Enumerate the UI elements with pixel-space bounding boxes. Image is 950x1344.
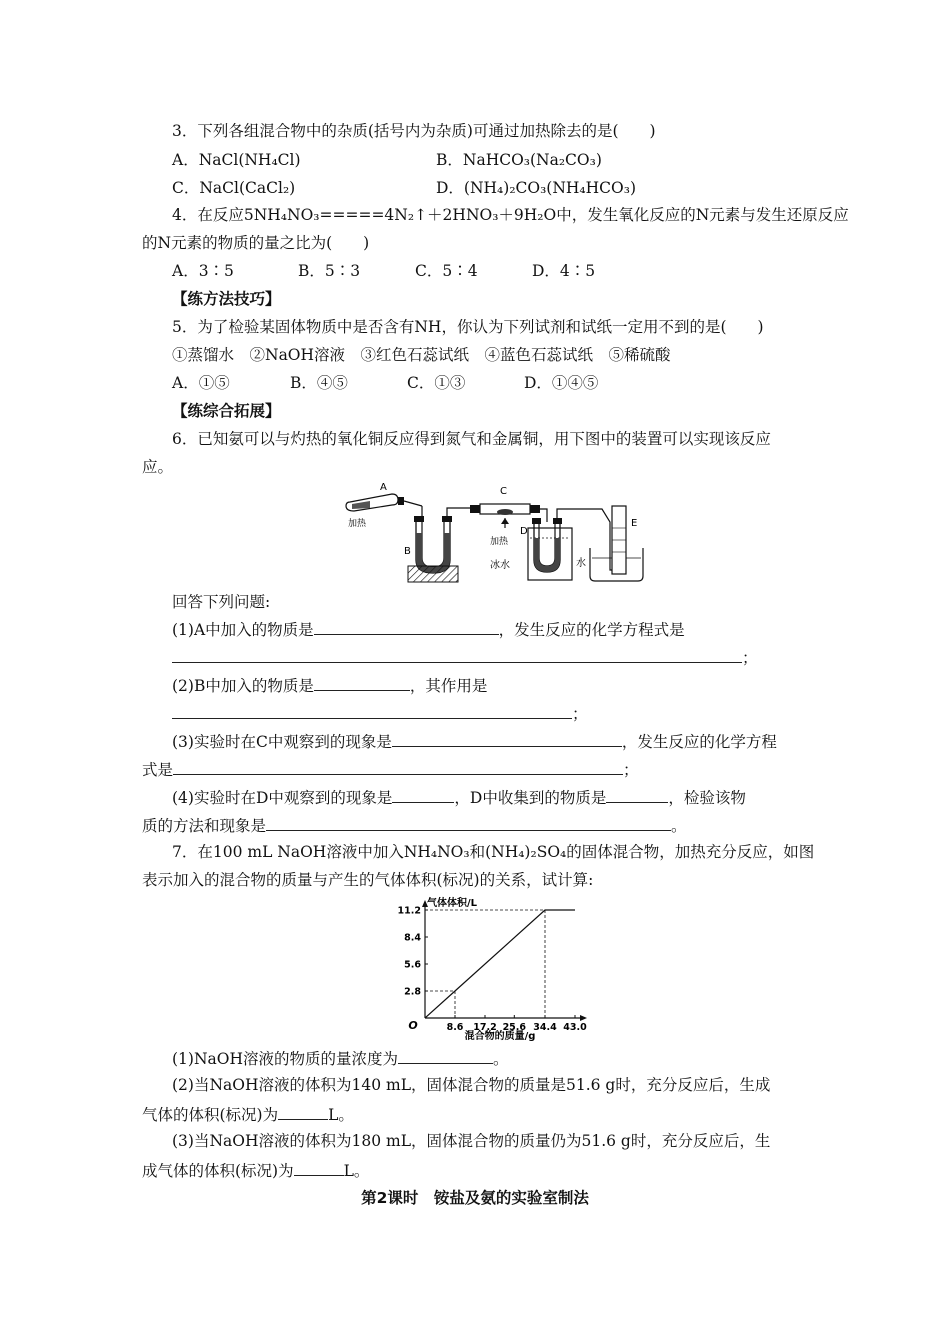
q4-stem-line2: 的N元素的物质的量之比为( ) (142, 234, 370, 252)
label-c: C (500, 486, 507, 497)
q7-stem-line2: 表示加入的混合物的质量与产生的气体体积(标况)的关系，试计算: (142, 871, 594, 889)
q6-part2-text-c: ； (572, 705, 588, 723)
q6-stem-line2: 应。 (142, 458, 174, 476)
gas-volume-chart (380, 894, 595, 1042)
series-line (425, 910, 575, 1018)
q4-option-c: C．5∶4 (415, 262, 478, 280)
q5-items: ①蒸馏水 ②NaOH溶液 ③红色石蕊试纸 ④蓝色石蕊试纸 ⑤稀硫酸 (172, 346, 671, 364)
q6-part4-text-e: 。 (671, 817, 687, 835)
q6-stem-line1: 6．已知氨可以与灼热的氧化铜反应得到氮气和金属铜，用下图中的装置可以实现该反应 (172, 430, 771, 448)
x-tick-label: 34.4 (533, 1022, 557, 1033)
q5-option-d: D．①④⑤ (524, 374, 599, 392)
q6-part3-line2 (142, 758, 639, 780)
x-axis-label: 混合物的质量/g (464, 1031, 536, 1042)
q6-part2-blank1[interactable] (314, 674, 410, 691)
x-tick-label: 43.0 (563, 1022, 587, 1033)
q7-part3-text-c: L。 (343, 1162, 370, 1180)
apparatus-figure (340, 478, 645, 586)
section-heading-method: 【练方法技巧】 (172, 289, 281, 308)
q5-option-b: B．④⑤ (290, 374, 348, 392)
q3-option-c: C．NaCl(CaCl₂) (172, 179, 296, 197)
q6-part1-line2 (172, 646, 758, 668)
ice-water-label: 冰水 (490, 560, 510, 571)
q6-part1-blank1[interactable] (314, 618, 499, 635)
q6-part4-text-d: 质的方法和现象是 (142, 817, 267, 835)
u-tube-b (404, 506, 470, 582)
q7-part3-blank[interactable] (294, 1159, 344, 1176)
y-tick-label: 11.2 (397, 905, 421, 917)
origin-label: O (408, 1019, 418, 1032)
q6-part4-text-a: (4)实验时在D中观察到的现象是 (172, 789, 393, 807)
q6-part1-blank2[interactable] (172, 646, 742, 663)
q7-part3-text-b: 成气体的体积(标况)为 (142, 1162, 294, 1180)
label-b: B (404, 546, 411, 557)
q6-part4-blank3[interactable] (266, 814, 671, 831)
q6-part3 (172, 730, 777, 752)
heat-label-1: 加热 (348, 519, 367, 529)
q6-part1 (172, 618, 685, 640)
q7-part3-line1: (3)当NaOH溶液的体积为180 mL，固体混合物的质量仍为51.6 g时，充分反应后，生 (172, 1132, 771, 1150)
q6-part3-text-c: 式是 (142, 761, 174, 779)
q7-stem-line1: 7．在100 mL NaOH溶液中加入NH₄NO₃和(NH₄)₂SO₄的固体混合物，加热充分反应，如图 (172, 843, 815, 861)
x-tick-label: 25.6 (502, 1022, 527, 1033)
lesson-title: 第2课时 铵盐及氨的实验室制法 (361, 1189, 589, 1207)
q4-option-a: A．3∶5 (172, 262, 234, 280)
q7-part2-text-b: 气体的体积(标况)为 (142, 1106, 279, 1124)
q6-part4-blank1[interactable] (392, 786, 454, 803)
q6-part4 (172, 786, 746, 808)
q6-part4-line2 (142, 814, 687, 836)
q5-stem: 5．为了检验某固体物质中是否含有NH，你认为下列试剂和试纸一定用不到的是( ) (172, 318, 764, 336)
q7-part1 (172, 1047, 509, 1069)
q3-option-a: A．NaCl(NH₄Cl) (172, 151, 301, 169)
q6-part3-text-a: (3)实验时在C中观察到的现象是 (172, 733, 392, 751)
section-heading-comprehensive: 【练综合拓展】 (172, 401, 281, 420)
q7-part1-text-b: 。 (493, 1050, 509, 1068)
q6-part3-text-b: ，发生反应的化学方程 (621, 733, 777, 751)
q6-part2-line2 (172, 702, 588, 724)
x-tick-label: 17.2 (473, 1022, 497, 1033)
q6-part2-text-b: ，其作用是 (409, 677, 488, 695)
q4-option-b: B．5∶3 (298, 262, 361, 280)
q7-part2-line1: (2)当NaOH溶液的体积为140 mL，固体混合物的质量是51.6 g时，充分反应后，生成 (172, 1076, 771, 1094)
u-tube-d (490, 509, 618, 580)
water-label: 水 (576, 558, 586, 569)
q6-part2-text-a: (2)B中加入的物质是 (172, 677, 314, 695)
test-tube-a (346, 482, 422, 529)
label-a: A (380, 482, 387, 493)
x-axis-arrow (580, 1015, 587, 1021)
q5-option-c: C．①③ (407, 374, 466, 392)
q7-part2-blank[interactable] (278, 1103, 328, 1120)
q5-option-a: A．①⑤ (172, 374, 230, 392)
q6-part4-blank2[interactable] (606, 786, 668, 803)
q6-part4-text-b: ，D中收集到的物质是 (454, 789, 607, 807)
q7-part1-blank[interactable] (398, 1047, 493, 1064)
q4-option-d: D．4∶5 (532, 262, 596, 280)
label-e: E (631, 518, 638, 529)
q7-part3-line2 (142, 1159, 369, 1181)
x-tick-label: 8.6 (446, 1022, 464, 1033)
q3-option-d: D．(NH₄)₂CO₃(NH₄HCO₃) (436, 179, 636, 197)
label-d: D (520, 526, 528, 537)
y-tick-label: 8.4 (404, 932, 421, 944)
q7-part1-text-a: (1)NaOH溶液的物质的量浓度为 (172, 1050, 398, 1068)
y-tick-label: 2.8 (404, 986, 421, 998)
y-tick-label: 5.6 (404, 959, 421, 971)
q7-part2-line2 (142, 1103, 354, 1125)
q7-part2-text-c: L。 (328, 1106, 354, 1124)
q6-part4-text-c: ，检验该物 (668, 789, 746, 807)
y-axis-label: 气体体积/L (427, 898, 478, 909)
q4-stem-line1: 4．在反应5NH₄NO₃=====4N₂↑＋2HNO₃＋9H₂O中，发生氧化反应的N元素与发生还原反应 (172, 206, 849, 224)
q6-part3-blank2[interactable] (173, 758, 623, 775)
q6-part3-blank1[interactable] (392, 730, 622, 747)
q6-part1-text-a: (1)A中加入的物质是 (172, 621, 314, 639)
heat-label-2: 加热 (490, 537, 509, 547)
q3-stem: 3．下列各组混合物中的杂质(括号内为杂质)可通过加热除去的是( ) (172, 122, 656, 140)
q6-prompt: 回答下列问题: (172, 593, 271, 611)
q6-part3-text-d: ； (623, 761, 639, 779)
q6-part2-blank2[interactable] (172, 702, 572, 719)
q6-part1-text-c: ； (742, 649, 758, 667)
q6-part2 (172, 674, 487, 696)
q6-part1-text-b: ，发生反应的化学方程式是 (498, 621, 685, 639)
q3-option-b: B．NaHCO₃(Na₂CO₃) (436, 151, 602, 169)
